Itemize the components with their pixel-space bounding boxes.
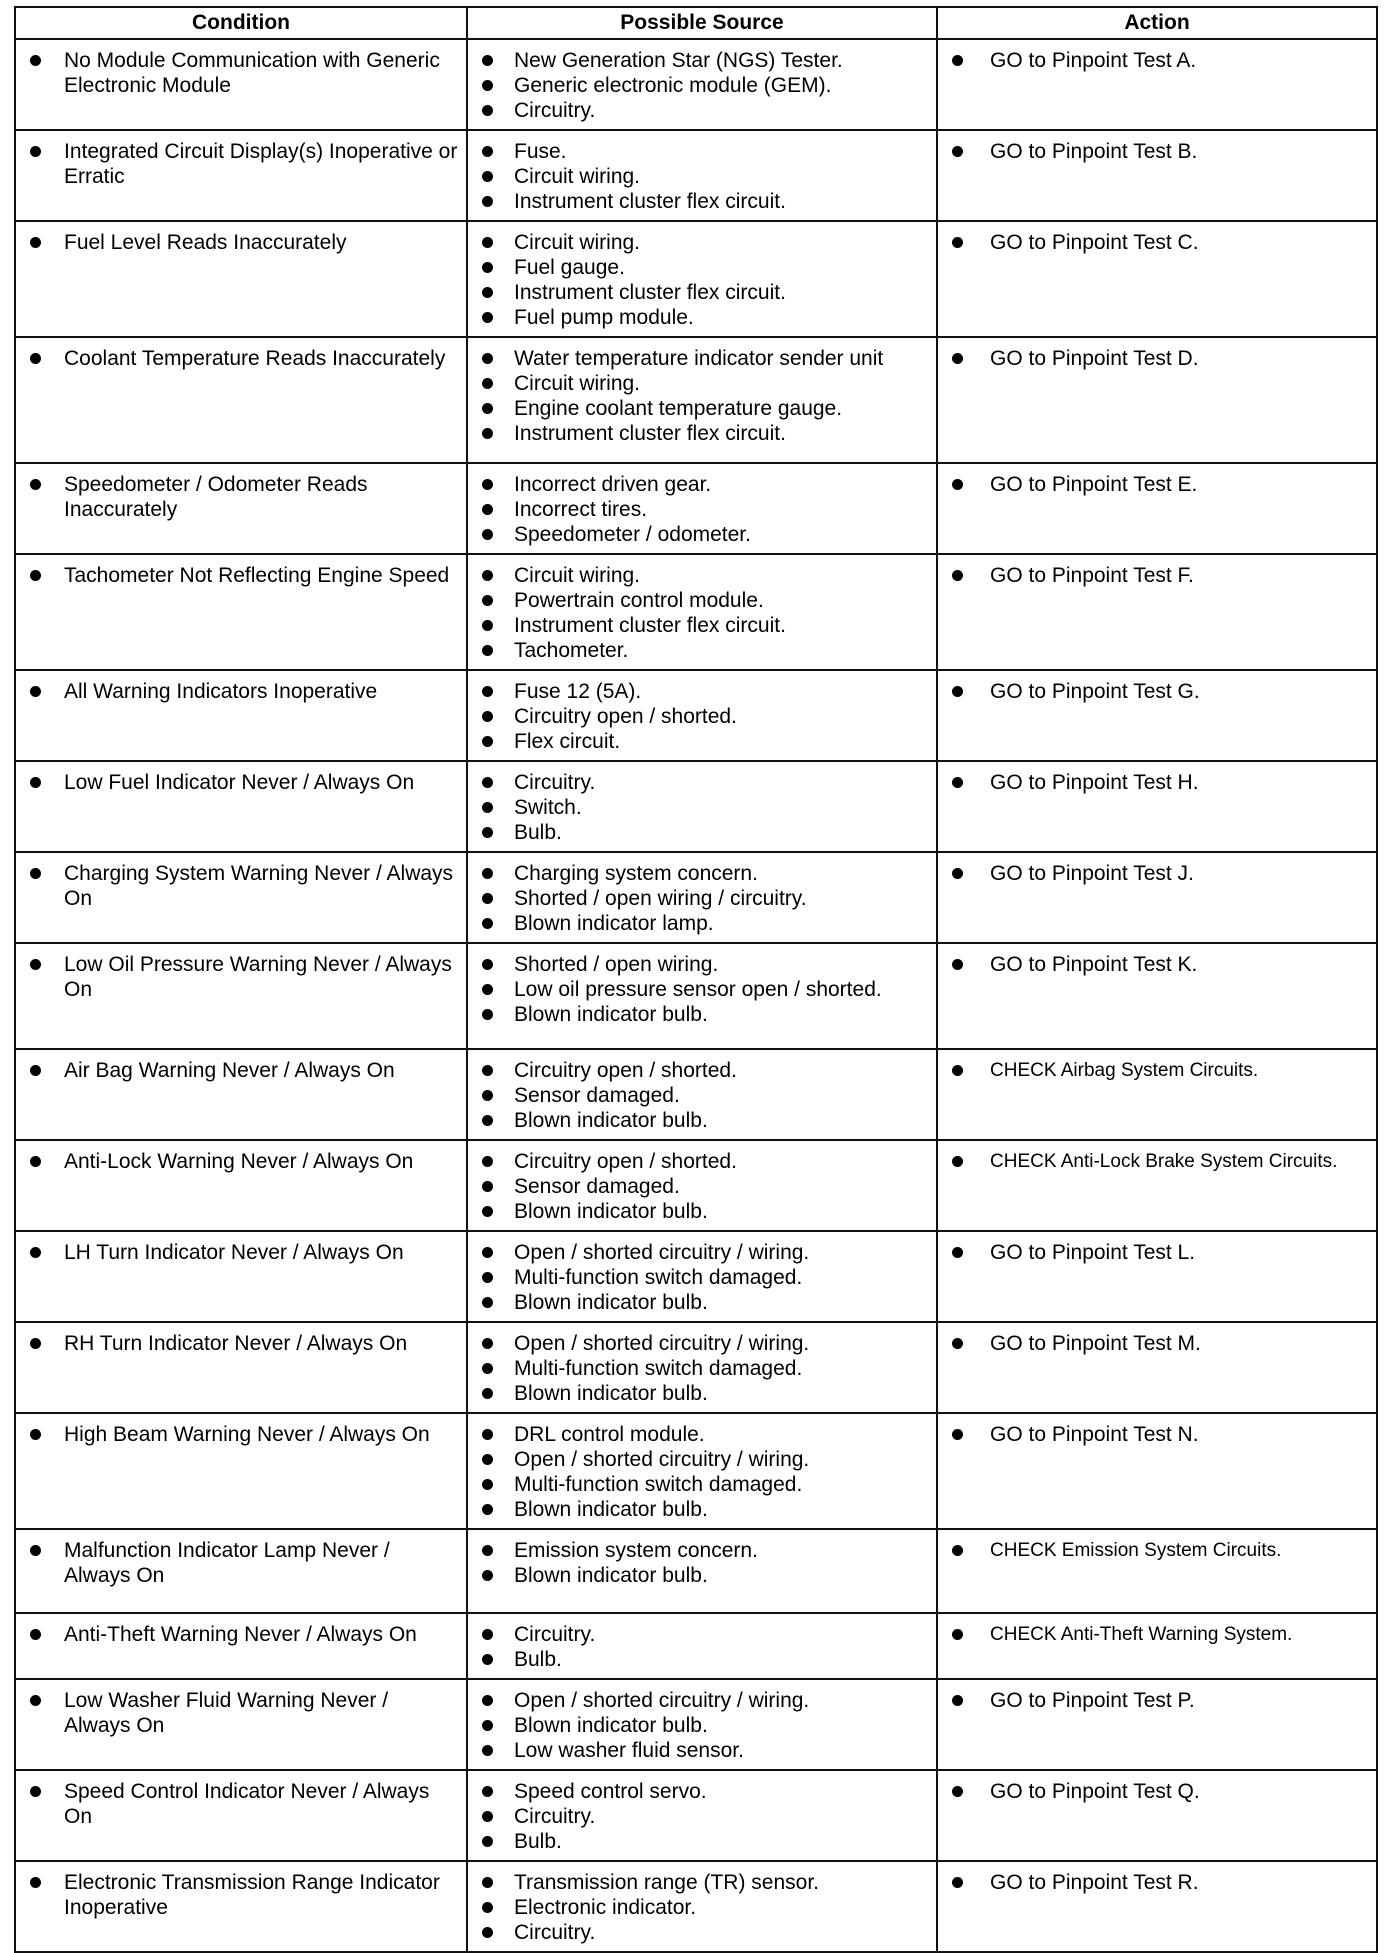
possible-source-cell	[467, 337, 937, 463]
condition-text: Low Oil Pressure Warning Never / Always On	[24, 952, 458, 1002]
action-cell	[937, 852, 1377, 943]
source-item: Blown indicator bulb.	[476, 1002, 928, 1027]
condition-cell	[15, 1413, 467, 1529]
table-row	[15, 39, 1377, 130]
possible-source-cell	[467, 670, 937, 761]
source-list	[476, 1870, 928, 1945]
condition-cell	[15, 1140, 467, 1231]
source-list	[476, 346, 928, 446]
condition-cell	[15, 670, 467, 761]
condition-list	[24, 1779, 458, 1829]
possible-source-cell	[467, 1322, 937, 1413]
source-list	[476, 230, 928, 330]
source-item: Open / shorted circuitry / wiring.	[476, 1240, 928, 1265]
source-item: DRL control module.	[476, 1422, 928, 1447]
table-row	[15, 554, 1377, 670]
action-cell	[937, 670, 1377, 761]
action-list	[946, 952, 1368, 977]
condition-list	[24, 861, 458, 911]
action-list	[946, 1240, 1368, 1265]
source-list	[476, 1240, 928, 1315]
possible-source-cell	[467, 221, 937, 337]
source-item: Circuitry.	[476, 1920, 928, 1945]
action-cell	[937, 1231, 1377, 1322]
action-text: CHECK Anti-Theft Warning System.	[946, 1622, 1368, 1647]
source-item: Powertrain control module.	[476, 588, 928, 613]
source-item: Open / shorted circuitry / wiring.	[476, 1447, 928, 1472]
action-text: CHECK Airbag System Circuits.	[946, 1058, 1368, 1083]
action-list	[946, 679, 1368, 704]
condition-cell	[15, 130, 467, 221]
action-text: GO to Pinpoint Test C.	[946, 230, 1368, 255]
source-list	[476, 1538, 928, 1588]
action-cell	[937, 130, 1377, 221]
source-item: Tachometer.	[476, 638, 928, 663]
possible-source-cell	[467, 1231, 937, 1322]
source-item: Circuit wiring.	[476, 563, 928, 588]
source-item: Speed control servo.	[476, 1779, 928, 1804]
source-item: Electronic indicator.	[476, 1895, 928, 1920]
source-item: Fuse.	[476, 139, 928, 164]
table-row	[15, 761, 1377, 852]
action-list	[946, 1422, 1368, 1447]
source-item: Blown indicator lamp.	[476, 911, 928, 936]
source-item: Circuitry open / shorted.	[476, 1149, 928, 1174]
action-text: GO to Pinpoint Test N.	[946, 1422, 1368, 1447]
possible-source-cell	[467, 761, 937, 852]
table-body	[15, 39, 1377, 1952]
condition-text: RH Turn Indicator Never / Always On	[24, 1331, 458, 1356]
condition-list	[24, 472, 458, 522]
table-row	[15, 1049, 1377, 1140]
source-item: Switch.	[476, 795, 928, 820]
action-cell	[937, 761, 1377, 852]
table-row	[15, 1231, 1377, 1322]
source-list	[476, 679, 928, 754]
condition-list	[24, 1149, 458, 1174]
action-text: GO to Pinpoint Test L.	[946, 1240, 1368, 1265]
condition-text: Speedometer / Odometer Reads Inaccurately	[24, 472, 458, 522]
condition-text: All Warning Indicators Inoperative	[24, 679, 458, 704]
condition-text: Charging System Warning Never / Always On	[24, 861, 458, 911]
action-list	[946, 770, 1368, 795]
source-item: Incorrect tires.	[476, 497, 928, 522]
source-list	[476, 1058, 928, 1133]
table-row	[15, 130, 1377, 221]
source-item: Instrument cluster flex circuit.	[476, 280, 928, 305]
action-list	[946, 346, 1368, 371]
source-item: Bulb.	[476, 1647, 928, 1672]
header-possible-source: Possible Source	[467, 7, 937, 39]
table-row	[15, 463, 1377, 554]
condition-cell	[15, 554, 467, 670]
source-item: Low washer fluid sensor.	[476, 1738, 928, 1763]
condition-cell	[15, 1322, 467, 1413]
action-text: GO to Pinpoint Test E.	[946, 472, 1368, 497]
source-item: Blown indicator bulb.	[476, 1199, 928, 1224]
source-item: Incorrect driven gear.	[476, 472, 928, 497]
action-list	[946, 861, 1368, 886]
source-list	[476, 563, 928, 663]
condition-list	[24, 563, 458, 588]
possible-source-cell	[467, 1529, 937, 1613]
action-text: CHECK Anti-Lock Brake System Circuits.	[946, 1149, 1368, 1174]
source-item: Circuit wiring.	[476, 371, 928, 396]
source-item: Blown indicator bulb.	[476, 1713, 928, 1738]
source-list	[476, 1331, 928, 1406]
condition-list	[24, 770, 458, 795]
source-list	[476, 770, 928, 845]
source-item: Charging system concern.	[476, 861, 928, 886]
source-item: Engine coolant temperature gauge.	[476, 396, 928, 421]
possible-source-cell	[467, 943, 937, 1049]
action-list	[946, 1779, 1368, 1804]
condition-text: Air Bag Warning Never / Always On	[24, 1058, 458, 1083]
condition-list	[24, 1422, 458, 1447]
source-item: Generic electronic module (GEM).	[476, 73, 928, 98]
condition-text: Fuel Level Reads Inaccurately	[24, 230, 458, 255]
condition-list	[24, 346, 458, 371]
source-item: Instrument cluster flex circuit.	[476, 421, 928, 446]
source-item: Sensor damaged.	[476, 1174, 928, 1199]
condition-cell	[15, 852, 467, 943]
source-item: Bulb.	[476, 820, 928, 845]
source-item: Multi-function switch damaged.	[476, 1356, 928, 1381]
action-cell	[937, 554, 1377, 670]
action-text: GO to Pinpoint Test P.	[946, 1688, 1368, 1713]
source-item: Speedometer / odometer.	[476, 522, 928, 547]
action-cell	[937, 1140, 1377, 1231]
source-item: New Generation Star (NGS) Tester.	[476, 48, 928, 73]
source-item: Flex circuit.	[476, 729, 928, 754]
possible-source-cell	[467, 1613, 937, 1679]
action-cell	[937, 1322, 1377, 1413]
action-text: GO to Pinpoint Test Q.	[946, 1779, 1368, 1804]
source-list	[476, 952, 928, 1027]
action-cell	[937, 1049, 1377, 1140]
action-cell	[937, 1861, 1377, 1952]
possible-source-cell	[467, 1770, 937, 1861]
table-row	[15, 1322, 1377, 1413]
action-cell	[937, 221, 1377, 337]
source-item: Emission system concern.	[476, 1538, 928, 1563]
action-list	[946, 1058, 1368, 1083]
table-row	[15, 1613, 1377, 1679]
action-cell	[937, 1679, 1377, 1770]
source-item: Multi-function switch damaged.	[476, 1265, 928, 1290]
action-text: GO to Pinpoint Test D.	[946, 346, 1368, 371]
diagnosis-table-page	[14, 6, 1376, 1953]
condition-cell	[15, 337, 467, 463]
source-item: Shorted / open wiring / circuitry.	[476, 886, 928, 911]
action-text: GO to Pinpoint Test G.	[946, 679, 1368, 704]
table-row	[15, 1140, 1377, 1231]
action-list	[946, 1622, 1368, 1647]
source-list	[476, 1422, 928, 1522]
condition-cell	[15, 761, 467, 852]
source-item: Shorted / open wiring.	[476, 952, 928, 977]
action-text: GO to Pinpoint Test K.	[946, 952, 1368, 977]
source-item: Circuitry open / shorted.	[476, 1058, 928, 1083]
source-item: Blown indicator bulb.	[476, 1563, 928, 1588]
source-list	[476, 1779, 928, 1854]
source-item: Low oil pressure sensor open / shorted.	[476, 977, 928, 1002]
possible-source-cell	[467, 852, 937, 943]
condition-cell	[15, 1861, 467, 1952]
source-item: Blown indicator bulb.	[476, 1290, 928, 1315]
condition-text: LH Turn Indicator Never / Always On	[24, 1240, 458, 1265]
action-list	[946, 563, 1368, 588]
condition-cell	[15, 1231, 467, 1322]
condition-list	[24, 1058, 458, 1083]
action-cell	[937, 337, 1377, 463]
action-cell	[937, 1613, 1377, 1679]
action-text: GO to Pinpoint Test J.	[946, 861, 1368, 886]
action-list	[946, 472, 1368, 497]
source-item: Circuit wiring.	[476, 230, 928, 255]
condition-text: Speed Control Indicator Never / Always On	[24, 1779, 458, 1829]
source-item: Open / shorted circuitry / wiring.	[476, 1331, 928, 1356]
symptom-chart-table	[14, 6, 1378, 1953]
action-cell	[937, 1770, 1377, 1861]
source-item: Circuitry.	[476, 1804, 928, 1829]
condition-cell	[15, 1679, 467, 1770]
action-cell	[937, 943, 1377, 1049]
source-item: Fuse 12 (5A).	[476, 679, 928, 704]
possible-source-cell	[467, 463, 937, 554]
action-text: GO to Pinpoint Test F.	[946, 563, 1368, 588]
source-item: Instrument cluster flex circuit.	[476, 189, 928, 214]
condition-text: Anti-Lock Warning Never / Always On	[24, 1149, 458, 1174]
condition-text: Malfunction Indicator Lamp Never / Always On	[24, 1538, 458, 1588]
condition-text: No Module Communication with Generic Electronic Module	[24, 48, 458, 98]
action-list	[946, 48, 1368, 73]
condition-list	[24, 952, 458, 1002]
possible-source-cell	[467, 130, 937, 221]
condition-text: Coolant Temperature Reads Inaccurately	[24, 346, 458, 371]
condition-list	[24, 48, 458, 98]
condition-text: Integrated Circuit Display(s) Inoperative or Erratic	[24, 139, 458, 189]
source-list	[476, 1149, 928, 1224]
condition-text: High Beam Warning Never / Always On	[24, 1422, 458, 1447]
action-list	[946, 139, 1368, 164]
table-row	[15, 337, 1377, 463]
action-text: GO to Pinpoint Test A.	[946, 48, 1368, 73]
source-list	[476, 1622, 928, 1672]
action-list	[946, 1688, 1368, 1713]
source-item: Circuitry.	[476, 770, 928, 795]
possible-source-cell	[467, 1140, 937, 1231]
source-item: Fuel gauge.	[476, 255, 928, 280]
source-item: Circuit wiring.	[476, 164, 928, 189]
condition-text: Electronic Transmission Range Indicator Inoperative	[24, 1870, 458, 1920]
source-list	[476, 472, 928, 547]
table-row	[15, 943, 1377, 1049]
possible-source-cell	[467, 554, 937, 670]
possible-source-cell	[467, 1861, 937, 1952]
action-text: GO to Pinpoint Test M.	[946, 1331, 1368, 1356]
possible-source-cell	[467, 1049, 937, 1140]
action-cell	[937, 39, 1377, 130]
condition-list	[24, 1538, 458, 1588]
condition-list	[24, 679, 458, 704]
condition-list	[24, 1240, 458, 1265]
possible-source-cell	[467, 39, 937, 130]
source-list	[476, 1688, 928, 1763]
action-list	[946, 1149, 1368, 1174]
source-item: Open / shorted circuitry / wiring.	[476, 1688, 928, 1713]
table-row	[15, 1679, 1377, 1770]
source-item: Transmission range (TR) sensor.	[476, 1870, 928, 1895]
action-text: GO to Pinpoint Test R.	[946, 1870, 1368, 1895]
source-list	[476, 861, 928, 936]
source-item: Blown indicator bulb.	[476, 1108, 928, 1133]
header-action: Action	[937, 7, 1377, 39]
condition-cell	[15, 1770, 467, 1861]
table-header-row	[15, 7, 1377, 39]
action-text: GO to Pinpoint Test H.	[946, 770, 1368, 795]
source-item: Sensor damaged.	[476, 1083, 928, 1108]
condition-cell	[15, 1613, 467, 1679]
condition-list	[24, 1688, 458, 1738]
table-row	[15, 1861, 1377, 1952]
condition-text: Anti-Theft Warning Never / Always On	[24, 1622, 458, 1647]
condition-cell	[15, 1529, 467, 1613]
condition-list	[24, 1870, 458, 1920]
condition-text: Tachometer Not Reflecting Engine Speed	[24, 563, 458, 588]
table-row	[15, 1529, 1377, 1613]
source-item: Instrument cluster flex circuit.	[476, 613, 928, 638]
source-item: Bulb.	[476, 1829, 928, 1854]
action-cell	[937, 1413, 1377, 1529]
condition-cell	[15, 39, 467, 130]
condition-cell	[15, 1049, 467, 1140]
condition-cell	[15, 221, 467, 337]
source-item: Circuitry open / shorted.	[476, 704, 928, 729]
table-row	[15, 221, 1377, 337]
source-list	[476, 139, 928, 214]
action-list	[946, 1538, 1368, 1563]
condition-list	[24, 139, 458, 189]
source-item: Multi-function switch damaged.	[476, 1472, 928, 1497]
possible-source-cell	[467, 1679, 937, 1770]
condition-text: Low Fuel Indicator Never / Always On	[24, 770, 458, 795]
condition-text: Low Washer Fluid Warning Never / Always On	[24, 1688, 458, 1738]
source-item: Blown indicator bulb.	[476, 1497, 928, 1522]
source-item: Blown indicator bulb.	[476, 1381, 928, 1406]
source-item: Fuel pump module.	[476, 305, 928, 330]
action-list	[946, 1331, 1368, 1356]
condition-list	[24, 1331, 458, 1356]
action-cell	[937, 1529, 1377, 1613]
action-list	[946, 1870, 1368, 1895]
header-condition: Condition	[15, 7, 467, 39]
table-row	[15, 1413, 1377, 1529]
source-item: Water temperature indicator sender unit	[476, 346, 928, 371]
possible-source-cell	[467, 1413, 937, 1529]
source-item: Circuitry.	[476, 1622, 928, 1647]
table-row	[15, 852, 1377, 943]
condition-list	[24, 230, 458, 255]
condition-list	[24, 1622, 458, 1647]
action-text: GO to Pinpoint Test B.	[946, 139, 1368, 164]
action-text: CHECK Emission System Circuits.	[946, 1538, 1368, 1563]
action-cell	[937, 463, 1377, 554]
condition-cell	[15, 463, 467, 554]
source-list	[476, 48, 928, 123]
source-item: Circuitry.	[476, 98, 928, 123]
action-list	[946, 230, 1368, 255]
table-row	[15, 1770, 1377, 1861]
condition-cell	[15, 943, 467, 1049]
table-row	[15, 670, 1377, 761]
